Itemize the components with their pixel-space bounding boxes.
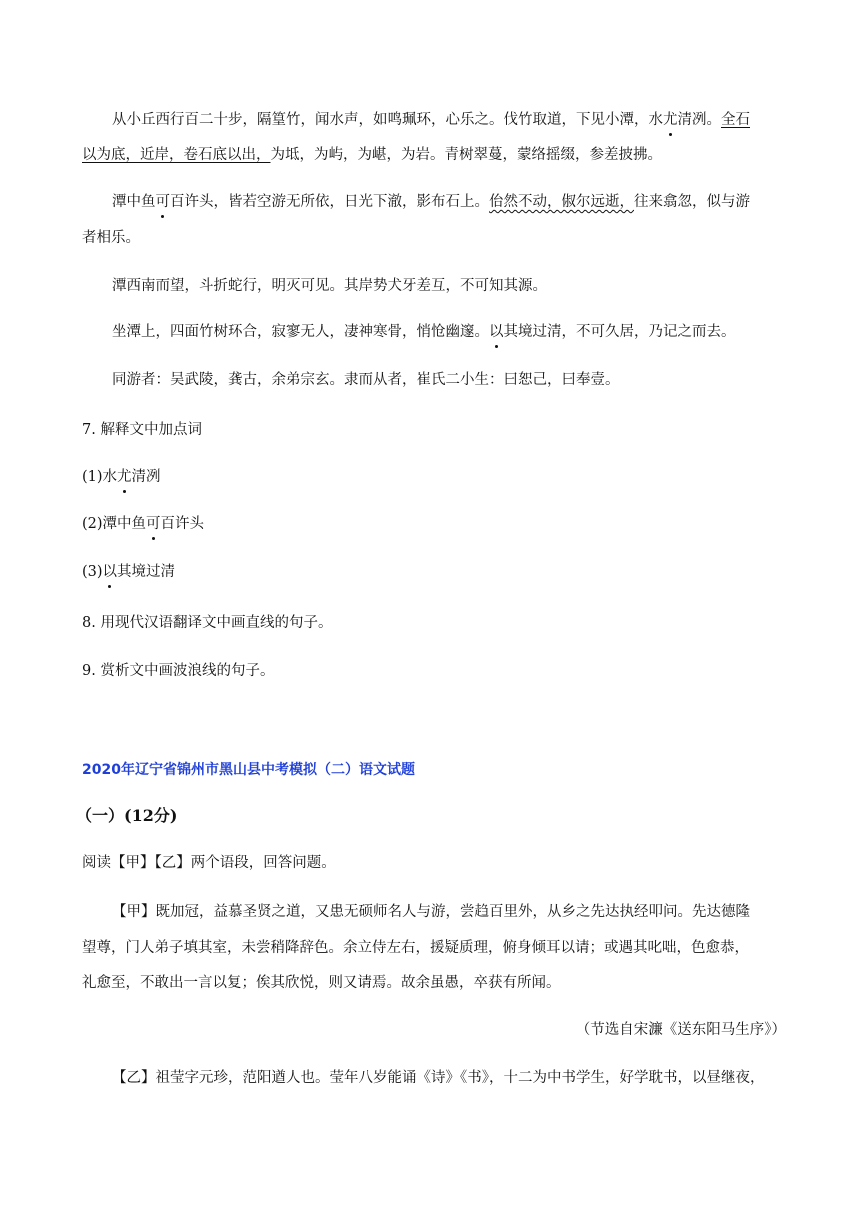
- question-7-3: [82, 562, 175, 582]
- question-text: 其境过清: [117, 564, 176, 580]
- underlined-sentence: 全石: [721, 112, 750, 128]
- dotted-word: 可: [146, 516, 161, 532]
- passage-line-4: 者相乐。: [82, 230, 140, 246]
- question-9: 9. 赏析文中画波浪线的句子。: [82, 663, 275, 679]
- question-text: (1)水: [82, 469, 118, 485]
- section-title: （一）(12分): [76, 806, 178, 825]
- wavy-underlined-sentence: 佁然不动，俶尔远逝，: [489, 194, 634, 210]
- reading-instruction: 阅读【甲】【乙】两个语段，回答问题。: [82, 855, 336, 871]
- dotted-word: 以: [102, 564, 118, 580]
- dotted-word: 可: [155, 194, 170, 210]
- dotted-word: 以: [489, 324, 504, 340]
- question-7: 7. 解释文中加点词: [82, 422, 202, 438]
- dotted-word: 尤: [663, 112, 678, 128]
- question-text: 清冽: [131, 469, 161, 485]
- passage-text: 其境过清，不可久居，乃记之而去。: [503, 324, 736, 340]
- jia-source: （节选自宋濂《送东阳马生序》）: [575, 1022, 786, 1038]
- dotted-word: 尤: [117, 469, 132, 485]
- question-text: (3): [82, 564, 103, 580]
- passage-text: 百许头，皆若空游无所依，日光下澈，影布石上。: [170, 194, 489, 210]
- jia-line-2: 望尊，门人弟子填其室，未尝稍降辞色。余立侍左右，援疑质理，俯身倾耳以请；或遇其叱咄，色愈恭，: [82, 940, 749, 956]
- question-text: (2)潭中鱼: [82, 516, 147, 532]
- question-7-1: [82, 467, 161, 487]
- passage-line-2: [82, 145, 662, 165]
- question-text: 百许头: [160, 516, 205, 532]
- passage-line-5: 潭西南而望，斗折蛇行，明灭可见。其岸势犬牙差互，不可知其源。: [112, 278, 547, 294]
- exam-title: 2020年辽宁省锦州市黑山县中考模拟（二）语文试题: [82, 762, 415, 778]
- passage-line-7: 同游者：吴武陵，龚古，余弟宗玄。隶而从者，崔氏二小生：曰恕己，曰奉壹。: [112, 372, 620, 388]
- passage-text: 从小丘西行百二十步，隔篁竹，闻水声，如鸣珮环，心乐之。伐竹取道，下见小潭，水: [112, 112, 663, 128]
- passage-text: 往来翕忽，似与游: [634, 194, 750, 210]
- question-7-2: [82, 514, 204, 534]
- jia-line-3: 礼愈至，不敢出一言以复；俟其欣悦，则又请焉。故余虽愚，卒获有所闻。: [82, 975, 561, 991]
- passage-line-3: [112, 192, 750, 212]
- passage-line-6: [112, 322, 736, 342]
- passage-text: 为坻，为屿，为嵁，为岩。青树翠蔓，蒙络摇缀，参差披拂。: [270, 147, 662, 163]
- question-8: 8. 用现代汉语翻译文中画直线的句子。: [82, 615, 333, 631]
- passage-text: 清冽。: [677, 112, 721, 128]
- yi-line-1: 【乙】祖莹字元珍，范阳遒人也。莹年八岁能诵《诗》《书》，十二为中书学生，好学耽书，以昼继夜，: [112, 1070, 765, 1086]
- passage-text: 潭中鱼: [112, 194, 156, 210]
- jia-line-1: 【甲】既加冠，益慕圣贤之道，又患无硕师名人与游，尝趋百里外，从乡之先达执经叩问。先达德隆: [112, 904, 750, 920]
- passage-text: 坐潭上，四面竹树环合，寂寥无人，凄神寒骨，悄怆幽邃。: [112, 324, 489, 340]
- passage-line-1: [112, 110, 750, 130]
- underlined-sentence: 以为底，近岸，卷石底以出，: [82, 147, 271, 163]
